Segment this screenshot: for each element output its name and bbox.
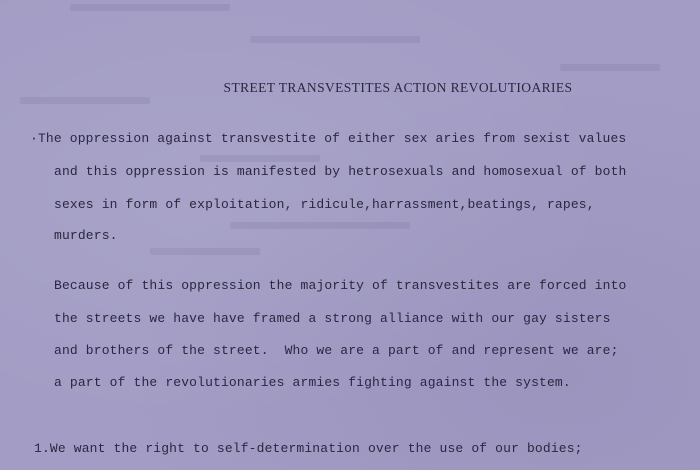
bleed-through-mark — [70, 4, 230, 11]
bleed-through-mark — [560, 64, 660, 71]
bleed-through-mark — [230, 222, 410, 229]
paragraph-1-line-3: sexes in form of exploitation, ridicule,harrassment,beatings, rapes, — [54, 197, 595, 212]
bleed-through-mark — [250, 36, 420, 43]
bleed-through-mark — [150, 248, 260, 255]
paragraph-1-line-2: and this oppression is manifested by hetrosexuals and homosexual of both — [54, 164, 627, 179]
bleed-through-mark — [20, 97, 150, 104]
document-title: STREET TRANSVESTITES ACTION REVOLUTIOARIES — [223, 80, 573, 95]
paragraph-2-line-1: Because of this oppression the majority of transvestites are forced into — [54, 278, 627, 293]
bleed-through-mark — [200, 155, 320, 162]
list-item-1: 1.We want the right to self-determination over the use of our bodies; — [34, 441, 583, 456]
paragraph-1-line-4: murders. — [54, 228, 118, 243]
paragraph-1-line-1: ·The oppression against transvestite of either sex aries from sexist values — [30, 131, 627, 146]
paragraph-2-line-3: and brothers of the street. Who we are a part of and represent we are; — [54, 343, 619, 358]
paragraph-2-line-4: a part of the revolutionaries armies fighting against the system. — [54, 375, 571, 390]
paragraph-2-line-2: the streets we have have framed a strong alliance with our gay sisters — [54, 311, 611, 326]
